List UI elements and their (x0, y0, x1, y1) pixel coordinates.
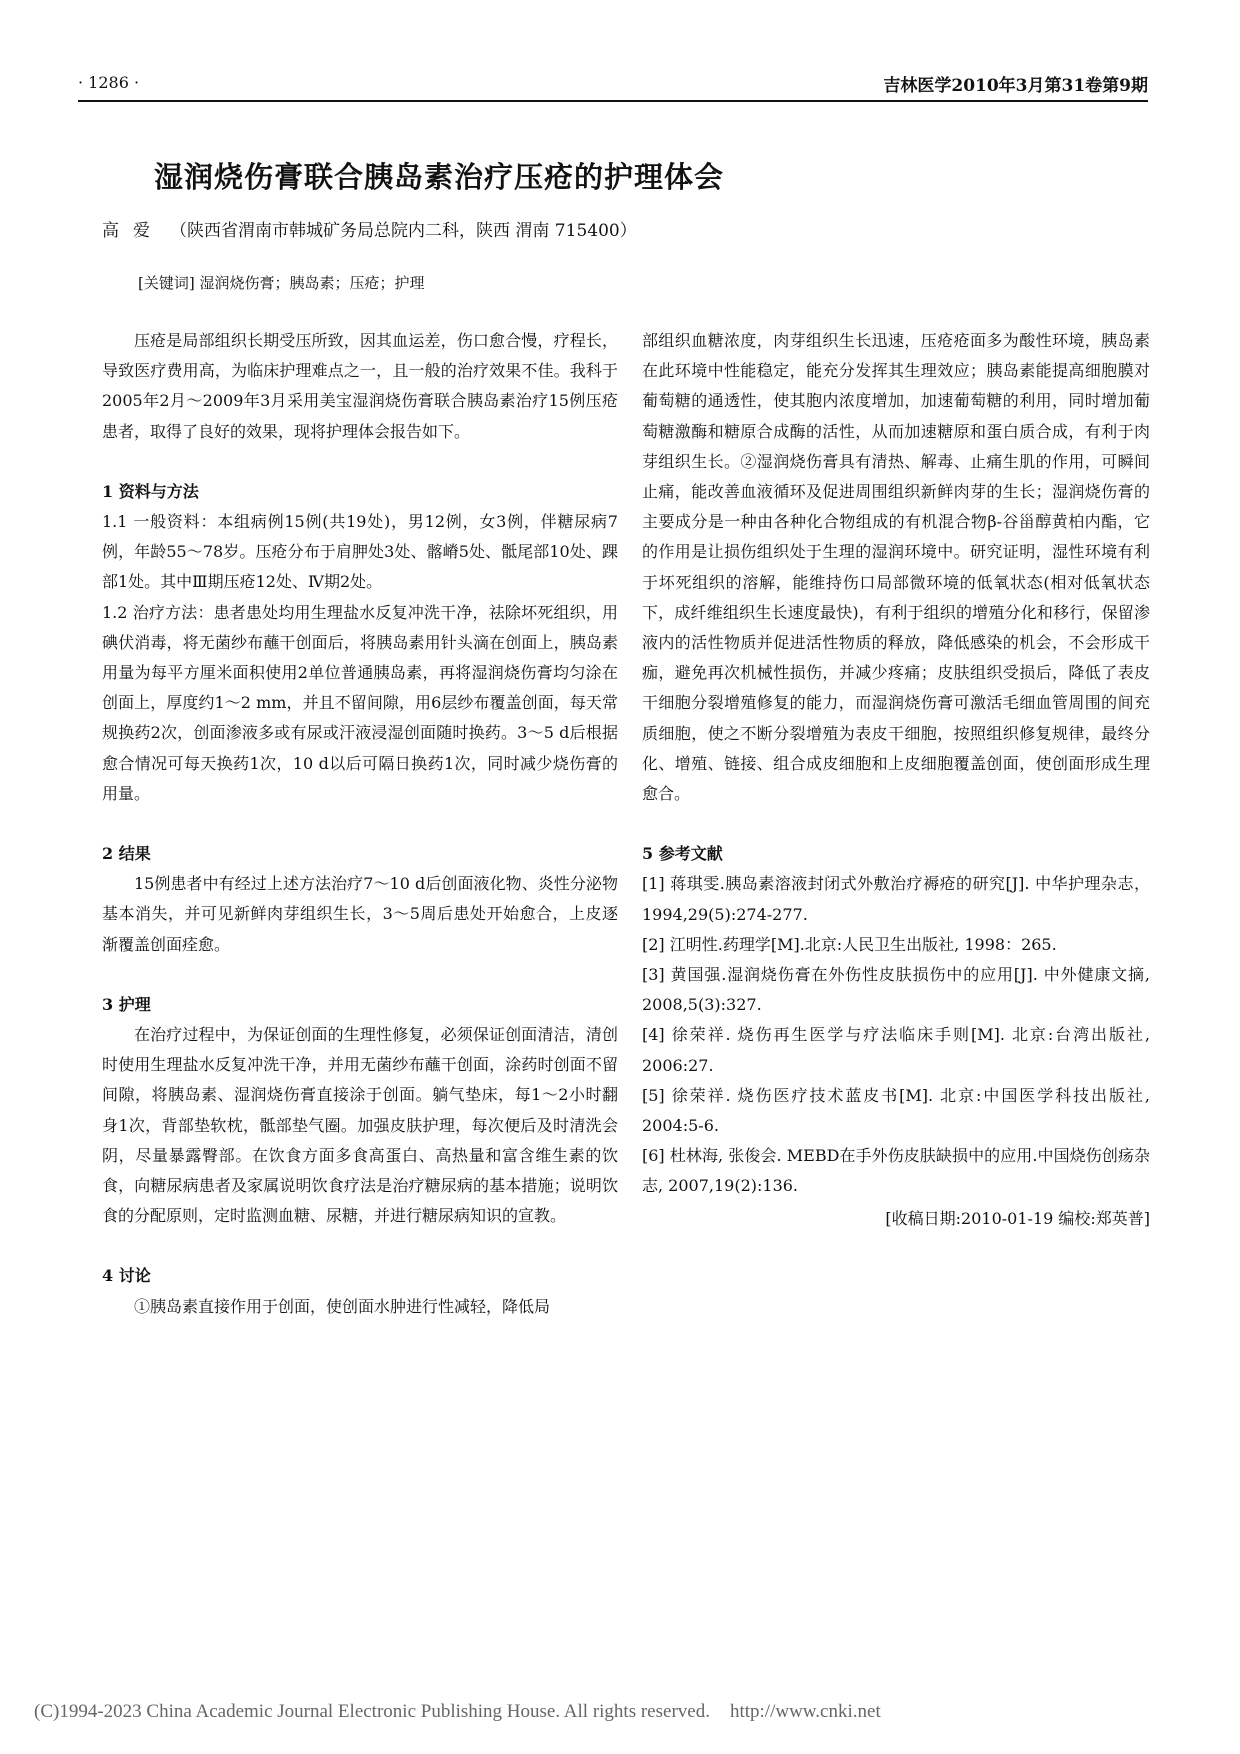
keywords: [关键词] 湿润烧伤膏；胰岛素；压疮；护理 (138, 274, 425, 292)
paragraph-treatment-method: 1.2 治疗方法：患者患处均用生理盐水反复冲洗干净，祛除坏死组织，用碘伏消毒，将无菌纱布蘸干创面后，将胰岛素用针头滴在创面上，胰岛素用量为每平方厘米面积使用2单位普通胰岛素，再将湿润烧伤膏均匀涂在创面上，厚度约1～2 mm，并且不留间隙，用6层纱布覆盖创面，每天常规换药2次，创面渗液多或有尿或汗液浸湿创面随时换药。3～5 d后根据愈合情况可每天换药1次，10 d以后可隔日换药1次，同时减少烧伤膏的用量。 (102, 602, 618, 803)
reference-item: [5] 徐荣祥. 烧伤医疗技术蓝皮书[M]. 北京:中国医学科技出版社, 2004:5-6. (642, 1085, 1150, 1136)
footer-url[interactable]: http://www.cnki.net (729, 1701, 881, 1722)
section-heading-discussion: 4 讨论 (102, 1266, 151, 1286)
intro-paragraph: 压疮是局部组织长期受压所致，因其血运差，伤口愈合慢，疗程长，导致医疗费用高，为临床护理难点之一，且一般的治疗效果不佳。我科于2005年2月～2009年3月采用美宝湿润烧伤膏联合胰岛素治疗15例压疮患者，取得了良好的效果，现将护理体会报告如下。 (102, 331, 618, 441)
header-rule (78, 100, 1148, 102)
section-heading-methods: 1 资料与方法 (102, 481, 199, 501)
section-heading-nursing: 3 护理 (102, 994, 151, 1014)
received-date: [收稿日期:2010-01-19 编校:郑英普] (885, 1208, 1150, 1228)
journal-info: 吉林医学2010年3月第31卷第9期 (883, 76, 1148, 96)
article-title: 湿润烧伤膏联合胰岛素治疗压疮的护理体会 (154, 160, 725, 194)
reference-item: [6] 杜林海, 张俊会. MEBD在手外伤皮肤缺损中的应用.中国烧伤创疡杂志, 2007,19(2):136. (642, 1146, 1150, 1196)
right-column (642, 326, 1150, 1234)
author-name: 高爱 (102, 221, 164, 241)
left-column (102, 326, 618, 1322)
reference-item: [1] 蒋琪雯.胰岛素溶液封闭式外敷治疗褥疮的研究[J]. 中华护理杂志，1994,29(5):274-277. (642, 874, 1150, 924)
reference-item: [2] 江明性.药理学[M].北京:人民卫生出版社, 1998：265. (642, 934, 1057, 954)
author-line (102, 216, 637, 241)
copyright-footer (34, 1701, 881, 1723)
reference-item: [4] 徐荣祥. 烧伤再生医学与疗法临床手则[M]. 北京:台湾出版社, 2006:27. (642, 1025, 1150, 1075)
paragraph-results: 15例患者中有经过上述方法治疗7～10 d后创面液化物、炎性分泌物基本消失，并可见新鲜肉芽组织生长，3～5周后患处开始愈合，上皮逐渐覆盖创面痊愈。 (102, 874, 618, 954)
paragraph-discussion-continued: 部组织血糖浓度，肉芽组织生长迅速，压疮疮面多为酸性环境，胰岛素在此环境中性能稳定，能充分发挥其生理效应；胰岛素能提高细胞膜对葡萄糖的通透性，使其胞内浓度增加，加速葡萄糖的利用，同时增加葡萄糖激酶和糖原合成酶的活性，从而加速糖原和蛋白质合成，有利于肉芽组织生长。②湿润烧伤膏具有清热、解毒、止痛生肌的作用，可瞬间止痛，能改善血液循环及促进周围组织新鲜肉芽的生长；湿润烧伤膏的主要成分是一种由各种化合物组成的有机混合物β-谷甾醇黄柏内酯，它的作用是让损伤组织处于生理的湿润环境中。研究证明，湿性环境有利于坏死组织的溶解，能维持伤口局部微环境的低氧状态(相对低氧状态下，成纤维组织生长速度最快)，有利于组织的增殖分化和移行，保留渗液内的活性物质并促进活性物质的释放，降低感染的机会，不会形成干痂，避免再次机械性损伤，并减少疼痛；皮肤组织受损后，降低了表皮干细胞分裂增殖修复的能力，而湿润烧伤膏可激活毛细血管周围的间充质细胞，使之不断分裂增殖为表皮干细胞，按照组织修复规律，最终分化、增殖、链接、组合成皮细胞和上皮细胞覆盖创面，使创面形成生理愈合。 (642, 331, 1150, 804)
page-number: · 1286 · (78, 73, 140, 92)
paragraph-nursing: 在治疗过程中，为保证创面的生理性修复，必须保证创面清洁，清创时使用生理盐水反复冲洗干净，并用无菌纱布蘸干创面，涂药时创面不留间隙，将胰岛素、湿润烧伤膏直接涂于创面。躺气垫床，每1～2小时翻身1次，背部垫软枕，骶部垫气圈。加强皮肤护理，每次便后及时清洗会阴，尽量暴露臀部。在饮食方面多食高蛋白、高热量和富含维生素的饮食，向糖尿病患者及家属说明饮食疗法是治疗糖尿病的基本措施；说明饮食的分配原则，定时监测血糖、尿糖，并进行糖尿病知识的宣教。 (102, 1025, 618, 1226)
reference-item: [3] 黄国强.湿润烧伤膏在外伤性皮肤损伤中的应用[J]. 中外健康文摘, 2008,5(3):327. (642, 965, 1150, 1015)
author-affiliation: （陕西省渭南市韩城矿务局总院内二科，陕西 渭南 715400） (170, 221, 637, 241)
paragraph-general-data: 1.1 一般资料：本组病例15例(共19处)，男12例，女3例，伴糖尿病7例，年龄55～78岁。压疮分布于肩胛处3处、髂嵴5处、骶尾部10处、踝部1处。其中Ⅲ期压疮12处、Ⅳ期2处。 (102, 512, 618, 592)
section-heading-results: 2 结果 (102, 844, 151, 864)
paragraph-discussion-start: ①胰岛素直接作用于创面，使创面水肿进行性减轻，降低局 (134, 1296, 551, 1316)
section-heading-references: 5 参考文献 (642, 844, 723, 864)
copyright-text: (C)1994-2023 China Academic Journal Electronic Publishing House. All rights reserved. (34, 1701, 710, 1722)
